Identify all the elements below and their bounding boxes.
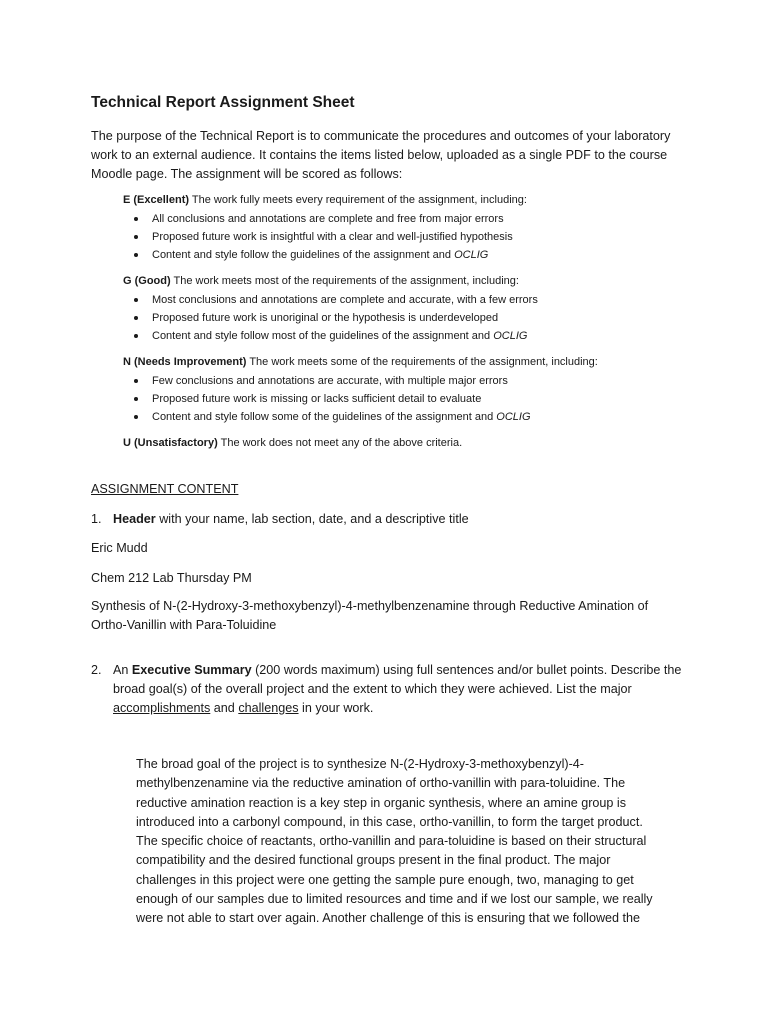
lab-section: Chem 212 Lab Thursday PM (91, 571, 252, 585)
item-header (91, 510, 469, 529)
bullet-item: Proposed future work is insightful with a clear and well-justified hypothesis (123, 228, 703, 246)
grade-bullets (123, 210, 703, 264)
grade-description: The work does not meet any of the above criteria. (217, 437, 463, 449)
summary-line: were not able to start over again. Another challenge of this is ensuring that we followed the (136, 911, 641, 926)
grade-description: The work meets some of the requirements of the assignment, including: (246, 356, 598, 368)
grade-unsatisfactory (123, 435, 703, 451)
oclig-term: OCLIG (493, 330, 528, 342)
oclig-term: OCLIG (454, 249, 489, 261)
item-number: 1. (91, 512, 102, 526)
grade-label: U (Unsatisfactory) (123, 437, 218, 449)
grade-description: The work meets most of the requirements of the assignment, including: (170, 275, 519, 287)
summary-line: enough of our samples due to limited resources and time and if we lost our sample, we really (136, 892, 653, 907)
bullet-item: Content and style follow the guidelines of the assignment and OCLIG (123, 246, 703, 264)
report-title-line-2: Ortho-Vanillin with Para-Toluidine (91, 618, 277, 632)
item-bold-label: Executive Summary (131, 663, 252, 677)
bullet-item: Few conclusions and annotations are accurate, with multiple major errors (123, 372, 703, 390)
grade-label: E (Excellent) (123, 194, 190, 206)
grade-needs-improvement (123, 354, 703, 426)
report-title-line-1: Synthesis of N-(2-Hydroxy-3-methoxybenzyl)-4-methylbenzenamine through Reductive Amination of (91, 599, 649, 613)
summary-line: compatibility and the desired functional groups present in the final product. The major (136, 853, 611, 868)
summary-line: The specific choice of reactants, ortho-vanillin and para-toluidine is based on their structural (136, 834, 647, 849)
grade-good (123, 273, 703, 345)
intro-paragraph: The purpose of the Technical Report is to communicate the procedures and outcomes of your laboratory work to an external audience. It contains the items listed below, uploaded as a single PDF to the course Moodle page. The assignment will be scored as follows: (91, 129, 671, 181)
bullet-item: All conclusions and annotations are complete and free from major errors (123, 210, 703, 228)
grade-label: N (Needs Improvement) (123, 356, 247, 368)
grade-bullets (123, 291, 703, 345)
summary-line: methylbenzenamine via the reductive amination of ortho-vanillin with para-toluidine. The (136, 776, 626, 791)
grading-criteria (123, 192, 703, 460)
grade-label: G (Good) (123, 275, 171, 287)
summary-line: reductive amination reaction is a key step in organic synthesis, where an amine group is (136, 795, 627, 810)
accomplishments-term: accomplishments (113, 701, 211, 715)
grade-excellent (123, 192, 703, 264)
bullet-item: Content and style follow some of the guidelines of the assignment and OCLIG (123, 408, 703, 426)
bullet-item: Proposed future work is missing or lacks sufficient detail to evaluate (123, 390, 703, 408)
grade-bullets (123, 372, 703, 426)
item-executive-summary (91, 661, 691, 718)
bullet-item: Most conclusions and annotations are complete and accurate, with a few errors (123, 291, 703, 309)
item-bold-label: Header (113, 512, 156, 526)
section-heading: ASSIGNMENT CONTENT (91, 482, 239, 496)
challenges-term: challenges (238, 701, 299, 715)
item-text: with your name, lab section, date, and a descriptive title (155, 512, 469, 526)
bullet-item: Proposed future work is unoriginal or the hypothesis is underdeveloped (123, 309, 703, 327)
summary-line: challenges in this project were one getting the sample pure enough, two, managing to get (136, 872, 634, 887)
summary-line: The broad goal of the project is to synthesize N-(2-Hydroxy-3-methoxybenzyl)-4- (136, 757, 584, 771)
summary-line: introduced into a carbonyl compound, in this case, ortho-vanillin, to form the target product. (136, 814, 643, 829)
bullet-item: Content and style follow most of the guidelines of the assignment and OCLIG (123, 327, 703, 345)
item-text: An Executive Summary (200 words maximum) using full sentences and/or bullet points. Describe the broad goal(s) of the overall project and the extent to which they were achieved. List the major accomplishments and challenges in your work. (113, 663, 682, 715)
grade-description: The work fully meets every requirement of the assignment, including: (189, 194, 527, 206)
oclig-term: OCLIG (496, 411, 531, 423)
item-number: 2. (91, 663, 102, 677)
executive-summary-text (136, 755, 671, 929)
author-name: Eric Mudd (91, 541, 148, 555)
page-title: Technical Report Assignment Sheet (91, 94, 355, 111)
